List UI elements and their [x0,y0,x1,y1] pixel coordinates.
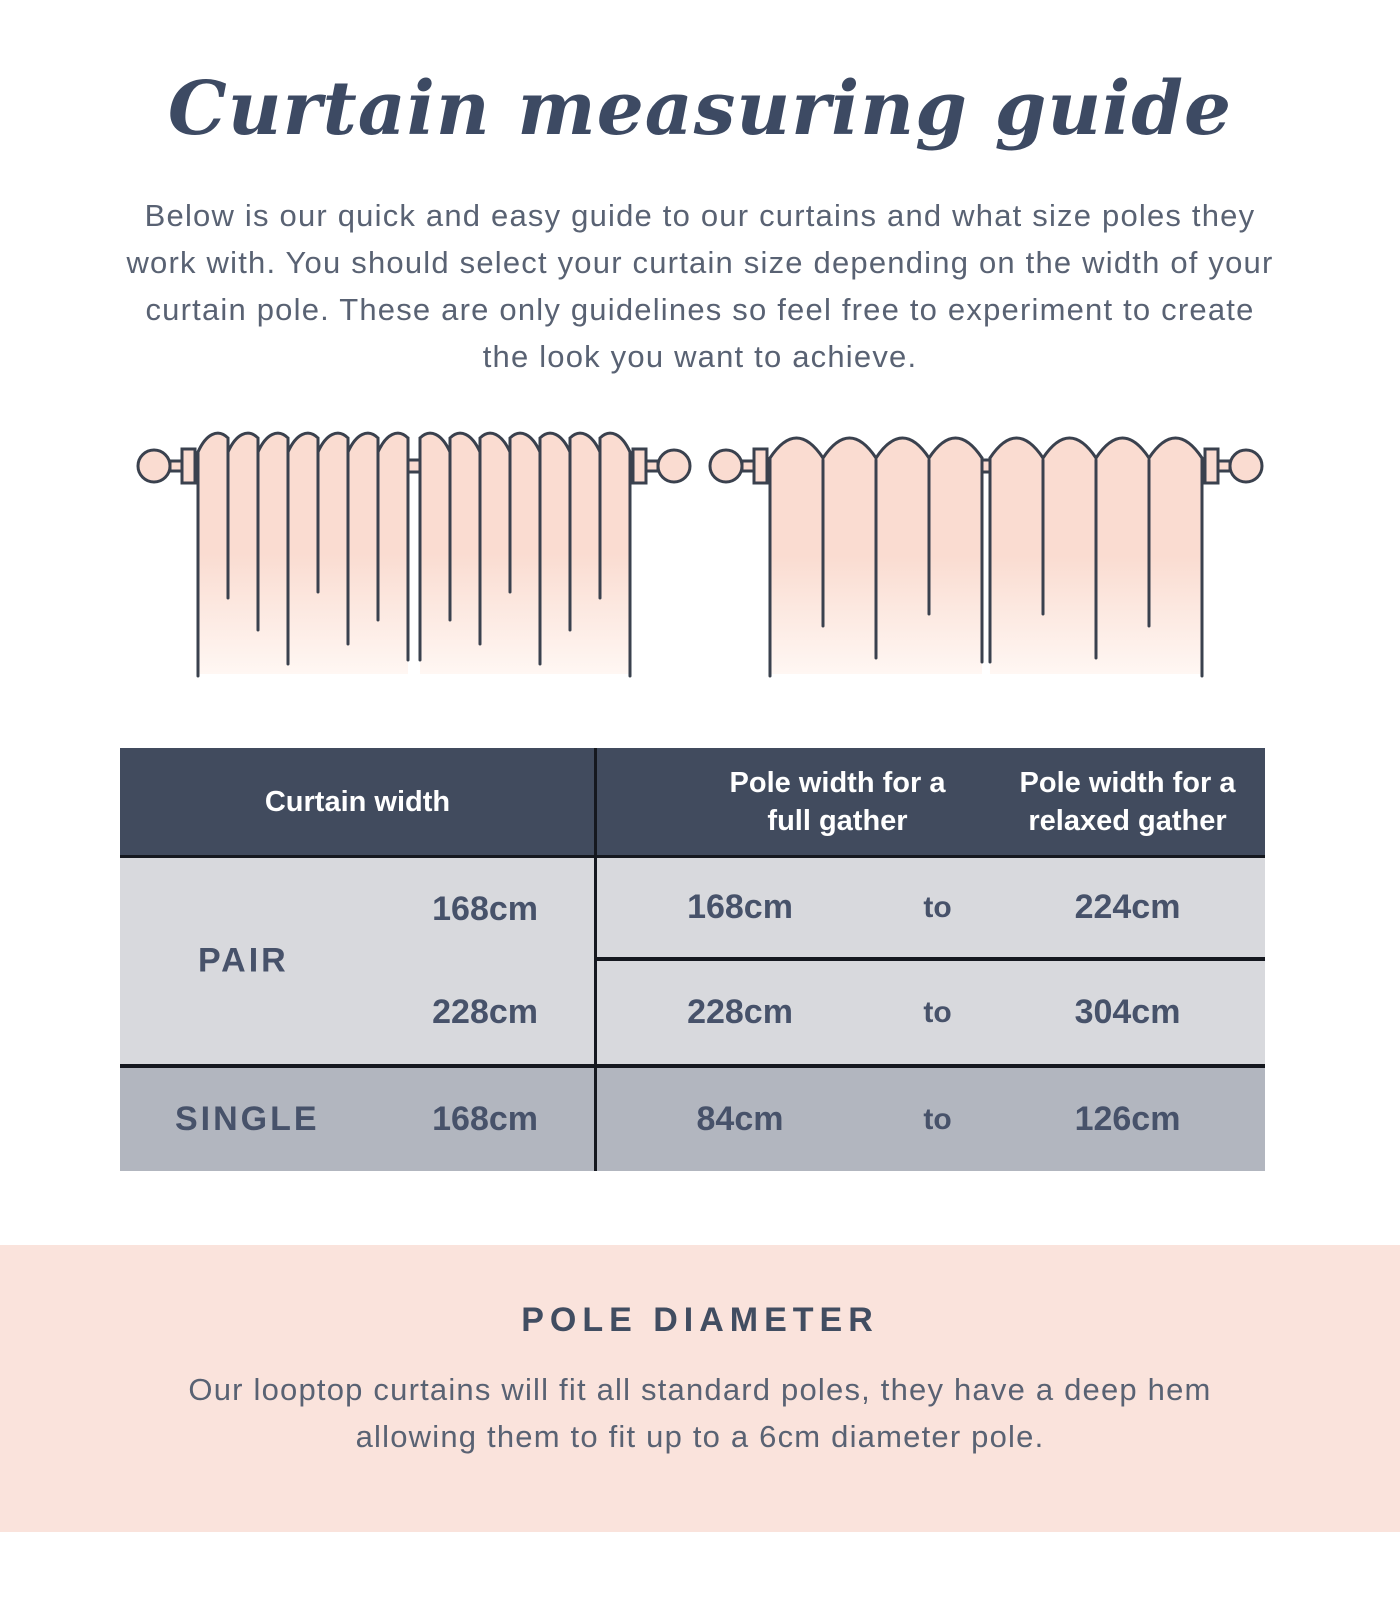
pole-width-to: 304cm [1074,993,1181,1031]
footer-line: allowing them to fit up to a 6cm diameter pole. [355,1419,1045,1454]
table-row [595,858,1265,961]
table-row [595,961,1265,1064]
curtain-size-table [120,748,1265,1171]
header-pole-width-relaxed-gather: Pole width for a relaxed gather [1019,766,1236,837]
intro-line: curtain pole. These are only guidelines so feel free to experiment to create [145,292,1255,327]
pole-diameter-text [0,1366,1400,1460]
table-group-single [120,1064,1265,1171]
pole-width-to: 126cm [1074,1100,1181,1138]
range-joiner: to [923,890,952,924]
full-gather-curtains-illustration [134,426,694,686]
range-joiner: to [923,995,952,1029]
full-gather-panel [198,433,408,676]
pole-width-from: 84cm [696,1100,784,1138]
table-group-pair [120,858,1265,1064]
table-header-row [120,748,1265,858]
intro-line: work with. You should select your curtain size depending on the width of your [126,245,1274,280]
curtain-width-value: 168cm [432,1100,538,1138]
page-title: Curtain measuring guide [167,66,1233,152]
curtain-width-value: 228cm [432,993,538,1031]
pole-diameter-heading: POLE DIAMETER [521,1301,879,1339]
pole-width-from: 168cm [687,888,793,926]
group-label-single: SINGLE [175,1100,320,1138]
intro-paragraph [0,192,1400,380]
pole-width-from: 228cm [687,993,793,1031]
pole-diameter-section [0,1245,1400,1532]
curtain-width-value: 168cm [432,890,538,928]
range-joiner: to [923,1102,952,1136]
table-row [595,1068,1265,1171]
footer-line: Our looptop curtains will fit all standard poles, they have a deep hem [188,1372,1212,1407]
table-vertical-divider [594,748,597,1171]
intro-line: the look you want to achieve. [482,339,918,374]
curtain-illustrations [0,426,1400,686]
header-curtain-width: Curtain width [264,785,451,818]
pole-width-to: 224cm [1074,888,1181,926]
header-pole-width-full-gather: Pole width for a full gather [729,766,946,837]
relaxed-gather-panel [770,438,982,676]
relaxed-gather-curtains-illustration [706,426,1266,686]
group-label-pair: PAIR [198,941,289,980]
intro-line: Below is our quick and easy guide to our curtains and what size poles they [144,198,1256,233]
